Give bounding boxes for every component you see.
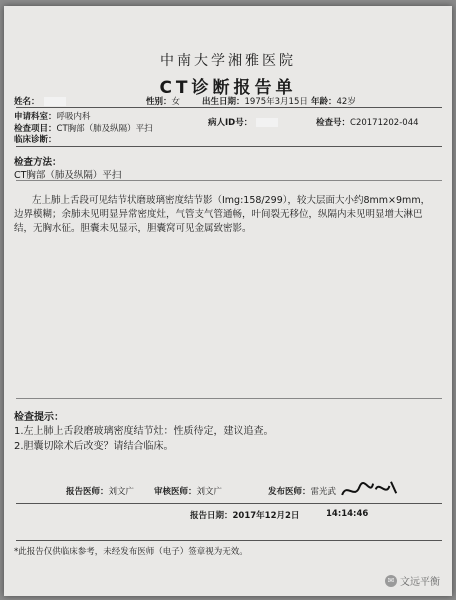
findings-divider: [16, 398, 442, 399]
report-date-label: 报告日期：: [190, 511, 233, 521]
release-doctor-value: 雷光武: [310, 487, 337, 497]
exam-item-label: 检查项目：: [14, 124, 57, 134]
age-label: 年龄：: [311, 97, 337, 107]
dept-label: 申请科室：: [14, 112, 57, 122]
report-doctor-label: 报告医师：: [66, 487, 109, 497]
tip-1: 1.左上肺上舌段磨玻璃密度结节灶：性质待定，建议追查。: [14, 426, 274, 437]
sex-value: 女: [171, 97, 181, 107]
dob-value: 1975年3月15日: [244, 97, 308, 107]
patient-name-field: [14, 95, 66, 107]
exam-no-label: 检查号：: [316, 118, 351, 128]
report-title: CT诊断报告单: [159, 78, 297, 98]
review-doctor-value: 刘文广: [196, 487, 223, 497]
bottom-divider: [16, 540, 442, 541]
release-doctor-label: 发布医师：: [268, 487, 311, 497]
report-sheet: [4, 6, 452, 596]
dept-field: [14, 110, 91, 122]
signature-scribble: [339, 475, 401, 505]
findings-text: 左上肺上舌段可见结节状磨玻璃密度结节影（Img:158/299），较大层面大小约8mm×9mm，边界模糊；余肺未见明显异常密度灶，气管支气管通畅，叶间裂无移位，纵隔内未见明显增大淋巴结，无胸水征。胆囊未见显示，胆囊窝可见金属致密影。: [14, 195, 431, 234]
header-divider: [16, 107, 442, 108]
clinical-diagnosis-field: [14, 133, 57, 145]
watermark: [385, 573, 440, 588]
report-date-value: 2017年12月2日: [232, 511, 300, 521]
report-date-field: [190, 509, 299, 521]
report-time: 14:14:46: [326, 509, 369, 519]
release-doctor-field: [268, 485, 336, 497]
report-doctor-value: 刘文广: [108, 487, 135, 497]
disclaimer: *此报告仅供临床参考，未经发布医师（电子）签章视为无效。: [14, 547, 248, 557]
dept-value: 呼吸内科: [56, 112, 91, 122]
review-doctor-label: 审核医师：: [154, 487, 197, 497]
patient-age-field: [311, 95, 356, 107]
clinical-diagnosis-label: 临床诊断：: [14, 135, 57, 145]
hospital-name: 中南大学湘雅医院: [160, 53, 296, 69]
exam-item-value: CT胸部（肺及纵隔）平扫: [56, 124, 153, 134]
patient-dob-field: [202, 95, 308, 107]
age-value: 42岁: [336, 97, 356, 107]
wechat-icon: ✉: [385, 575, 397, 587]
patient-id-field: [208, 116, 278, 128]
method-value: CT胸部（肺及纵隔）平扫: [14, 170, 122, 181]
method-divider: [16, 180, 442, 181]
patient-id-redacted: [256, 118, 278, 127]
patient-sex-field: [146, 95, 180, 107]
info-divider: [16, 146, 442, 147]
report-doctor-field: [66, 485, 134, 497]
watermark-text: 文远平衡: [400, 577, 440, 588]
review-doctor-field: [154, 485, 222, 497]
patient-id-label: 病人ID号：: [208, 118, 253, 128]
patient-name-redacted: [44, 97, 66, 106]
sex-label: 性别：: [146, 97, 172, 107]
exam-no-value: C20171202-044: [350, 118, 419, 128]
tips-label: 检查提示：: [14, 412, 64, 423]
dob-label: 出生日期：: [202, 97, 245, 107]
tip-2: 2.胆囊切除术后改变？请结合临床。: [14, 441, 174, 452]
method-label: 检查方法：: [14, 157, 62, 168]
patient-name-label: 姓名：: [14, 97, 40, 107]
footer-divider: [16, 503, 442, 504]
handwritten-signature: [339, 475, 402, 510]
exam-no-field: [316, 116, 419, 128]
